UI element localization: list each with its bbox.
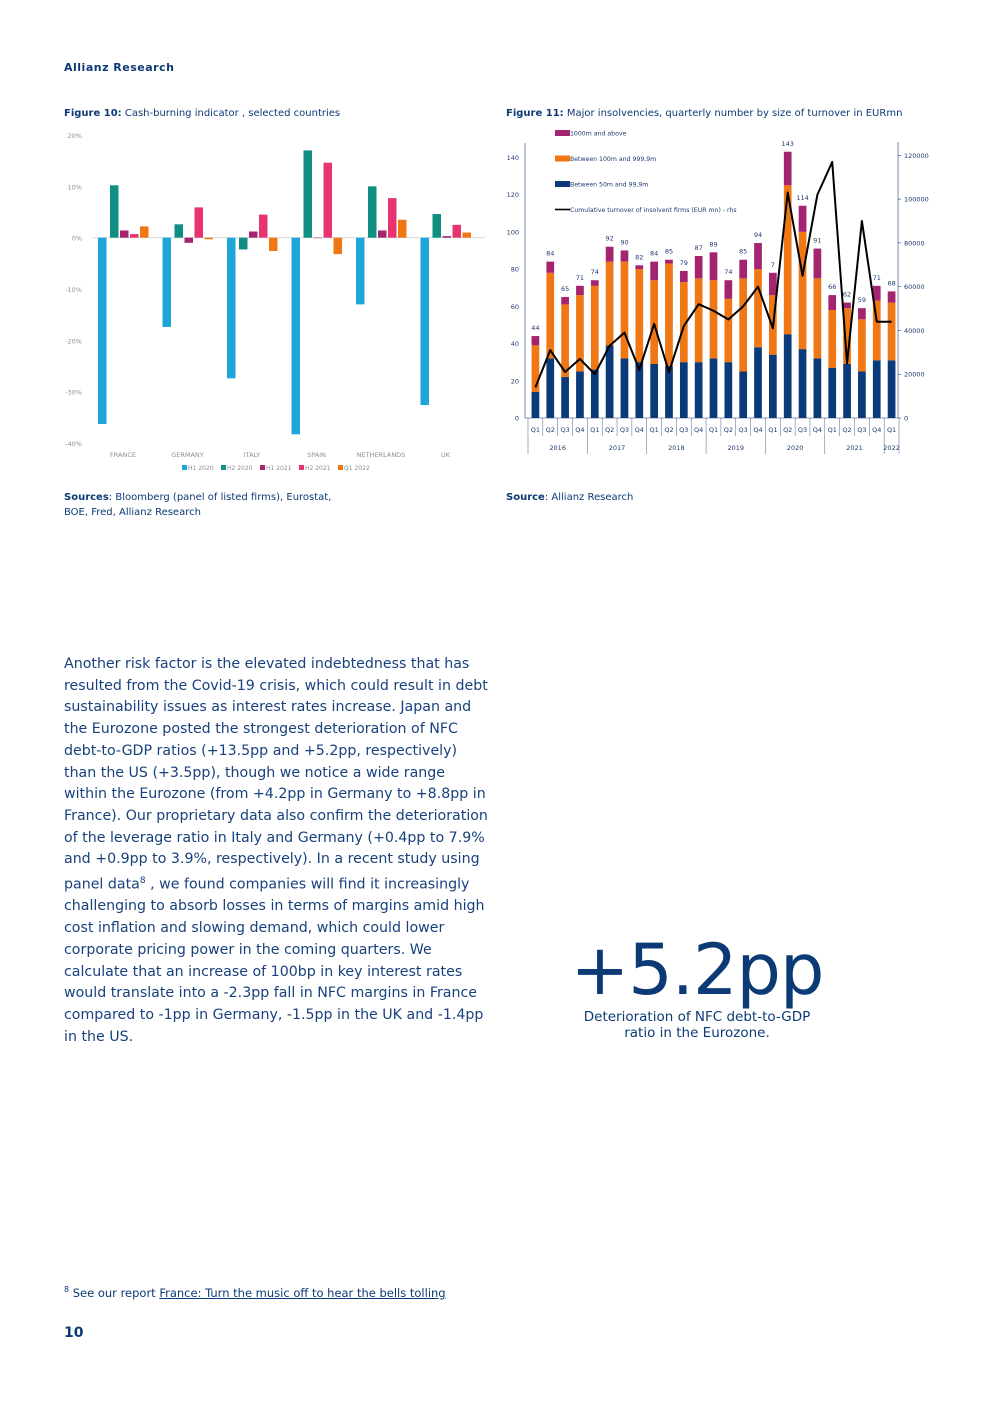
bar-spain-h1-2021: [314, 238, 323, 239]
stacked-bar-segment: [858, 308, 866, 319]
highlight-caption-line-2: ratio in the Eurozone.: [624, 1025, 770, 1041]
bar-netherlands-h1-2021: [378, 230, 387, 237]
stacked-bar-segment: [695, 256, 703, 278]
figure-10-title: [64, 108, 340, 119]
left-tick-label: 40: [510, 340, 519, 349]
year-label: 2018: [668, 444, 685, 452]
bar-france-q1-2022: [140, 226, 149, 237]
bar-france-h1-2020: [98, 238, 107, 424]
stacked-bar-segment: [635, 269, 643, 362]
total-label: 74: [724, 268, 733, 277]
legend-label: Between 50m and 99,9m: [570, 181, 649, 189]
bar-spain-h2-2021: [324, 163, 333, 238]
stacked-bar-segment: [784, 152, 792, 186]
legend-label: Cumulative turnover of insolvent firms (EUR mn) - rhs: [570, 207, 737, 214]
total-label: 74: [590, 268, 599, 277]
left-tick-label: 20: [510, 377, 519, 386]
legend-swatch: [299, 465, 304, 470]
stacked-bar-segment: [621, 358, 629, 418]
right-tick-label: 0: [904, 414, 909, 423]
stacked-bar-segment: [576, 371, 584, 418]
stacked-bar-segment: [888, 360, 896, 418]
figure-11-source: [506, 490, 633, 505]
quarter-label: Q2: [545, 426, 555, 434]
quarter-label: Q4: [634, 426, 644, 434]
bar-spain-q1-2022: [334, 238, 343, 254]
total-label: 85: [664, 247, 674, 256]
year-label: 2019: [727, 444, 745, 452]
stacked-bar-segment: [828, 295, 836, 310]
stacked-bar-segment: [665, 263, 673, 365]
x-category-label: FRANCE: [110, 451, 136, 459]
bar-germany-h1-2021: [185, 238, 194, 243]
x-category-label: ITALY: [243, 451, 261, 459]
stacked-bar-segment: [724, 299, 732, 362]
x-category-label: NETHERLANDS: [356, 451, 406, 459]
highlight-caption-line-1: Deterioration of NFC debt-to-GDP: [583, 1009, 811, 1025]
bar-spain-h2-2020: [304, 150, 313, 237]
highlight-value: +5.2pp: [570, 929, 824, 1011]
stacked-bar-segment: [650, 364, 658, 418]
year-label: 2021: [846, 444, 863, 452]
footnote-text: See our report: [69, 1285, 160, 1300]
cash-burning-chart: [60, 125, 490, 480]
stacked-bar-segment: [843, 303, 851, 309]
year-label: 2017: [608, 444, 626, 452]
quarter-label: Q3: [857, 426, 867, 434]
stacked-bar-segment: [532, 392, 540, 418]
total-label: 44: [531, 324, 540, 333]
bar-uk-h1-2021: [443, 236, 452, 238]
figure-11-source-text: : Allianz Research: [544, 492, 634, 503]
total-label: 84: [649, 249, 659, 258]
stacked-bar-segment: [799, 232, 807, 349]
stacked-bar-segment: [695, 362, 703, 418]
quarter-label: Q2: [842, 426, 852, 434]
year-label: 2020: [786, 444, 804, 452]
stacked-bar-segment: [710, 358, 718, 418]
stacked-bar-segment: [843, 364, 851, 418]
stacked-bar-segment: [561, 297, 569, 304]
quarter-label: Q1: [590, 426, 600, 434]
stacked-bar-segment: [561, 377, 569, 418]
footnote: [64, 1285, 446, 1300]
brand-header: Allianz Research: [64, 61, 175, 74]
stacked-bar-segment: [650, 280, 658, 364]
stacked-bar-segment: [784, 334, 792, 418]
stacked-bar-segment: [799, 206, 807, 232]
stacked-bar-segment: [546, 262, 554, 273]
stacked-bar-segment: [621, 250, 629, 261]
legend-swatch: [338, 465, 343, 470]
legend-label: H1 2020: [188, 465, 214, 472]
quarter-label: Q1: [530, 426, 541, 434]
left-tick-label: 120: [506, 191, 519, 200]
quarter-label: Q4: [753, 426, 763, 434]
x-category-label: SPAIN: [307, 451, 326, 459]
stacked-bar-segment: [606, 262, 614, 346]
stacked-bar-segment: [873, 360, 881, 418]
bar-italy-h2-2020: [239, 238, 248, 250]
legend-label: H1 2021: [266, 465, 292, 472]
left-tick-label: 80: [510, 265, 519, 274]
y-tick-label: -10%: [65, 286, 82, 294]
stacked-bar-segment: [695, 278, 703, 362]
year-label: 2022: [883, 444, 900, 452]
y-tick-label: 0%: [71, 234, 82, 243]
stacked-bar-segment: [739, 260, 747, 279]
bar-netherlands-q1-2022: [398, 220, 407, 238]
page-number: 10: [64, 1325, 84, 1341]
right-tick-label: 40000: [904, 326, 925, 335]
left-tick-label: 140: [506, 153, 519, 162]
bar-italy-h1-2021: [249, 232, 258, 238]
y-tick-label: 10%: [67, 183, 82, 192]
stacked-bar-segment: [739, 371, 747, 418]
right-tick-label: 60000: [904, 283, 925, 292]
quarter-label: Q3: [619, 426, 630, 434]
right-tick-label: 120000: [904, 151, 929, 160]
figure-10-caption: Cash-burning indicator , selected countries: [124, 108, 341, 119]
bar-netherlands-h2-2021: [388, 198, 397, 238]
quarter-label: Q3: [738, 426, 748, 434]
quarter-label: Q1: [827, 426, 837, 434]
quarter-label: Q3: [560, 426, 570, 434]
stacked-bar-segment: [814, 358, 822, 418]
stacked-bar-segment: [769, 273, 777, 295]
legend-label: Q1 2022: [344, 465, 370, 472]
stacked-bar-segment: [828, 310, 836, 368]
legend-label: H2 2021: [305, 465, 331, 472]
y-tick-label: -20%: [65, 337, 82, 346]
bar-germany-h1-2020: [163, 238, 172, 327]
quarter-label: Q2: [723, 426, 733, 434]
bar-italy-h1-2020: [227, 238, 236, 379]
stacked-bar-segment: [888, 291, 896, 302]
body-text-part-1: Another risk factor is the elevated indebtedness that has resulted from the Covid-19 crisis, which could result in debt sustainability issues as interest rates increase. Japan and the Eurozone posted the strongest deterioration of NFC debt-to-GDP ratios (+13.5pp and +5.2pp, respectively) than the US (+3.5pp), though we notice a wide range within the Eurozone (from +4.2pp in Germany to +8.8pp in France). Our proprietary data also confirm the deterioration of the leverage ratio in Italy and Germany (+0.4pp to 7.9% and +0.9pp to 3.9%, respectively). In a recent study using panel data: [64, 656, 488, 893]
bar-uk-h1-2020: [421, 238, 430, 405]
stacked-bar-segment: [591, 280, 599, 286]
quarter-label: Q2: [604, 426, 615, 434]
insolvencies-chart: [500, 125, 940, 460]
stacked-bar-segment: [739, 278, 747, 371]
right-tick-label: 20000: [904, 370, 925, 379]
total-label: 114: [796, 193, 809, 202]
bar-france-h2-2021: [130, 234, 139, 238]
bar-germany-q1-2022: [205, 238, 214, 240]
total-label: 87: [694, 244, 703, 253]
quarter-label: Q1: [886, 426, 897, 434]
stacked-bar-segment: [754, 269, 762, 347]
bar-italy-q1-2022: [269, 238, 278, 251]
stacked-bar-segment: [532, 336, 540, 345]
quarter-label: Q4: [575, 426, 585, 434]
stacked-bar-segment: [606, 345, 614, 418]
bar-uk-h2-2020: [433, 214, 442, 238]
stacked-bar-segment: [814, 278, 822, 358]
quarter-label: Q4: [694, 426, 704, 434]
bar-netherlands-h1-2020: [356, 238, 365, 305]
y-tick-label: 20%: [67, 132, 82, 140]
total-label: 143: [781, 139, 794, 148]
total-label: 62: [842, 290, 852, 299]
x-category-label: UK: [440, 451, 451, 459]
total-label: 71: [575, 273, 585, 282]
legend-swatch: [260, 465, 265, 470]
figure-10-source-text: : Bloomberg (panel of listed firms), Eurostat,: [108, 492, 332, 503]
figure-11-label: Figure 11:: [506, 108, 564, 119]
footnote-reference[interactable]: 8: [139, 876, 146, 887]
quarter-label: Q3: [679, 426, 689, 434]
bar-italy-h2-2021: [259, 215, 268, 238]
bar-uk-h2-2021: [453, 225, 462, 238]
stacked-bar-segment: [754, 347, 762, 418]
legend-swatch: [555, 181, 570, 187]
quarter-label: Q4: [872, 426, 882, 434]
left-tick-label: 100: [506, 228, 519, 237]
total-label: 65: [560, 284, 570, 293]
quarter-label: Q4: [812, 426, 823, 434]
stacked-bar-segment: [576, 286, 584, 295]
figure-10-source-text-2: BOE, Fred, Allianz Research: [64, 507, 201, 518]
figure-11-caption: Major insolvencies, quarterly number by size of turnover in EURmn: [566, 108, 903, 119]
total-label: 71: [872, 273, 881, 282]
total-label: 68: [887, 279, 896, 288]
bar-germany-h2-2021: [195, 207, 204, 237]
stacked-bar-segment: [591, 286, 599, 370]
stacked-bar-segment: [546, 273, 554, 359]
stacked-bar-segment: [724, 362, 732, 418]
stacked-bar-segment: [888, 303, 896, 361]
stacked-bar-segment: [665, 366, 673, 418]
right-tick-label: 80000: [904, 239, 925, 248]
total-label: 94: [753, 230, 763, 239]
x-category-label: GERMANY: [171, 451, 204, 459]
stacked-bar-segment: [858, 319, 866, 371]
total-label: 59: [857, 296, 867, 305]
total-label: 82: [635, 253, 644, 262]
y-tick-label: -30%: [65, 388, 82, 397]
figure-10-label: Figure 10:: [64, 108, 122, 119]
stacked-bar-segment: [650, 262, 658, 281]
figure-11-title: [506, 108, 902, 119]
quarter-label: Q1: [649, 426, 659, 434]
stacked-bar-segment: [754, 243, 762, 269]
legend-swatch: [221, 465, 226, 470]
quarter-label: Q2: [783, 426, 793, 434]
legend-swatch: [555, 130, 570, 136]
total-label: 89: [709, 240, 718, 249]
legend-label: Between 100m and 999,9m: [570, 156, 657, 163]
total-label: 66: [828, 283, 837, 292]
stacked-bar-segment: [621, 262, 629, 359]
left-tick-label: 60: [510, 302, 519, 311]
bar-netherlands-h2-2020: [368, 186, 377, 237]
quarter-label: Q2: [664, 426, 674, 434]
stacked-bar-segment: [546, 358, 554, 418]
body-paragraph: [64, 654, 492, 1048]
stacked-bar-segment: [828, 368, 836, 418]
legend-swatch: [182, 465, 187, 470]
right-tick-label: 100000: [904, 195, 929, 204]
total-label: 92: [605, 234, 614, 243]
stacked-bar-segment: [606, 247, 614, 262]
bar-france-h1-2021: [120, 230, 129, 237]
footnote-report-link[interactable]: France: Turn the music off to hear the bells tolling: [159, 1285, 446, 1300]
legend-swatch: [555, 156, 570, 162]
body-text-part-2: , we found companies will find it increasingly challenging to absorb losses in terms of margins amid high cost inflation and slowing demand, which could lower corporate pricing power in the coming quarters. We calculate that an increase of 100bp in key interest rates would translate into a -2.3pp fall in NFC margins in France compared to -1pp in Germany, -1.5pp in the UK and -1.4pp in the US.: [64, 876, 485, 1045]
stacked-bar-segment: [814, 249, 822, 279]
stacked-bar-segment: [799, 349, 807, 418]
total-label: 90: [620, 238, 629, 247]
total-label: 85: [739, 247, 748, 256]
highlight-caption: [568, 1009, 826, 1041]
stacked-bar-segment: [858, 371, 866, 418]
stacked-bar-segment: [710, 252, 718, 280]
stacked-bar-segment: [680, 271, 688, 282]
figure-11-source-label: Source: [506, 492, 545, 503]
total-label: 91: [813, 236, 822, 245]
quarter-label: Q1: [708, 426, 719, 434]
figure-10-source: [64, 490, 364, 520]
left-tick-label: 0: [514, 414, 519, 423]
stacked-bar-segment: [591, 370, 599, 418]
stacked-bar-segment: [680, 362, 688, 418]
bar-uk-q1-2022: [463, 233, 472, 238]
stacked-bar-segment: [665, 260, 673, 264]
stacked-bar-segment: [561, 304, 569, 377]
legend-label: H2 2020: [227, 465, 253, 472]
total-label: 84: [546, 249, 555, 258]
total-label: 7: [770, 260, 775, 269]
quarter-label: Q3: [797, 426, 808, 434]
quarter-label: Q1: [768, 426, 778, 434]
stacked-bar-segment: [710, 280, 718, 358]
figure-10-source-label: Sources: [64, 492, 109, 503]
bar-germany-h2-2020: [175, 224, 184, 237]
y-tick-label: -40%: [65, 440, 82, 448]
footnote-number: 8: [64, 1285, 70, 1294]
legend-label: 1000m and above: [570, 130, 627, 138]
stacked-bar-segment: [724, 280, 732, 299]
year-label: 2016: [549, 444, 566, 452]
bar-france-h2-2020: [110, 185, 119, 237]
total-label: 79: [679, 258, 688, 267]
stacked-bar-segment: [635, 265, 643, 269]
stacked-bar-segment: [769, 355, 777, 418]
bar-spain-h1-2020: [292, 238, 301, 435]
